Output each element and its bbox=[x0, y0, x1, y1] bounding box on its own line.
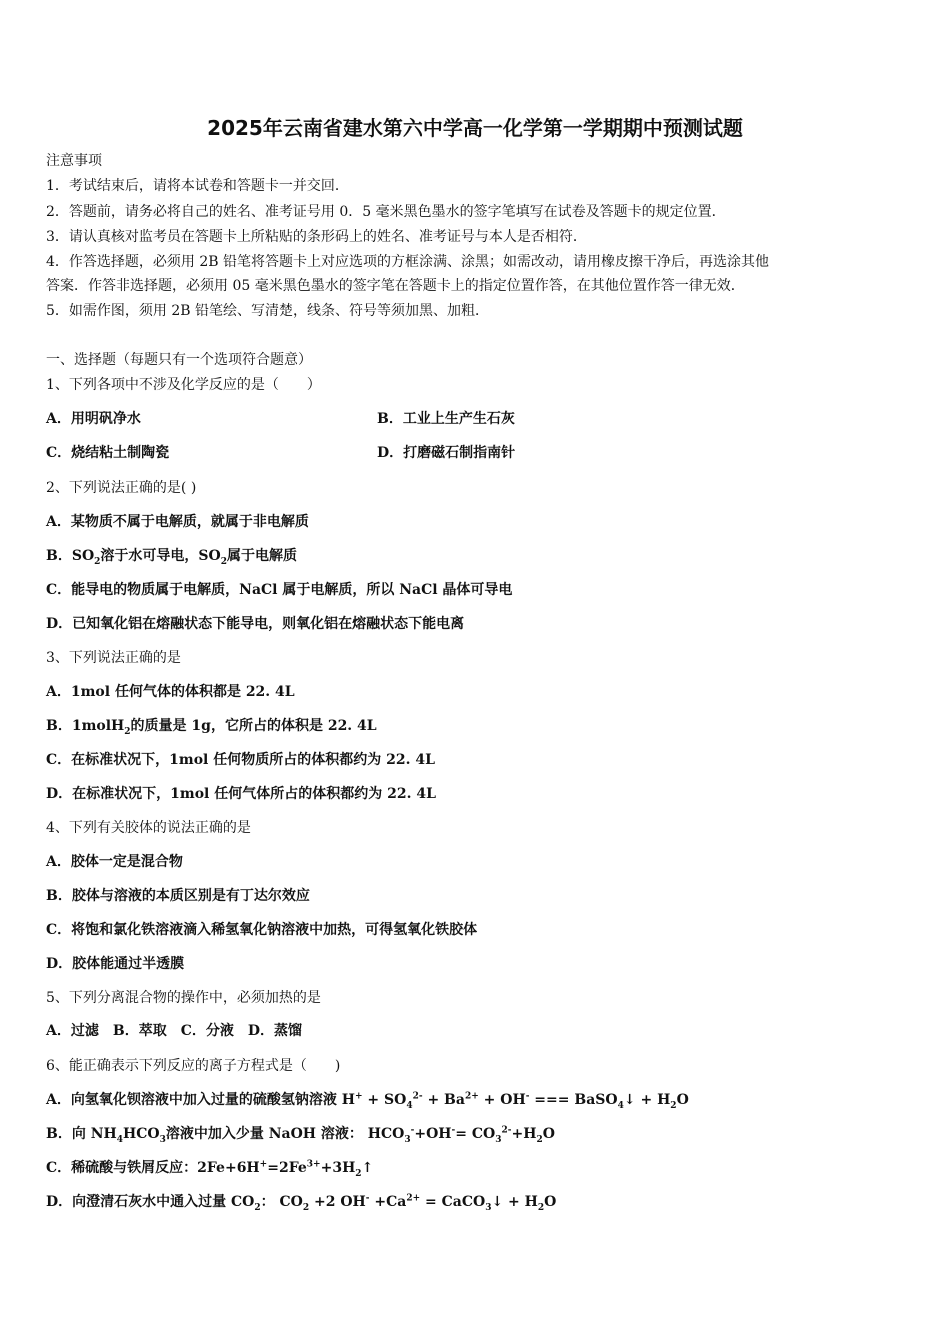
question-6-stem: 6、能正确表示下列反应的离子方程式是（ ) bbox=[46, 1058, 341, 1074]
q4-option-b: B．胶体与溶液的本质区别是有丁达尔效应 bbox=[46, 888, 310, 904]
q5-options: A．过滤 B．萃取 C．分液 D．蒸馏 bbox=[46, 1023, 302, 1039]
q6-option-c: C．稀硫酸与铁屑反应：$2Fe+6H^+=2Fe^{3+}+3H_2↑$ bbox=[46, 1159, 374, 1179]
question-3-stem: 3、下列说法正确的是 bbox=[46, 650, 181, 666]
question-2-stem: 2、下列说法正确的是( ) bbox=[46, 480, 197, 496]
q6-option-b: B．向 $NH_4HCO_3$溶液中加入少量 NaOH 溶液： $HCO_3^-+OH^-= CO_3^{2-}+H_2O$ bbox=[46, 1125, 555, 1145]
notice-item: 1．考试结束后，请将本试卷和答题卡一并交回． bbox=[46, 178, 349, 194]
notice-item: 4．作答选择题，必须用 2B 铅笔将答题卡上对应选项的方框涂满、涂黑；如需改动，请用橡皮擦干净后，再选涂其他 bbox=[46, 254, 769, 270]
q2-option-d: D．已知氧化铝在熔融状态下能导电，则氧化铝在熔融状态下能电离 bbox=[46, 616, 465, 632]
page-title: 2025年云南省建水第六中学高一化学第一学期期中预测试题 bbox=[207, 116, 743, 140]
q2-option-a: A．某物质不属于电解质，就属于非电解质 bbox=[46, 514, 309, 530]
q3-option-a: A．1mol 任何气体的体积都是 22. 4L bbox=[46, 684, 295, 700]
q3-option-b: B．1molH$_2$的质量是 1g，它所占的体积是 22. 4L bbox=[46, 718, 377, 737]
question-1-stem: 1、下列各项中不涉及化学反应的是（ ） bbox=[46, 377, 321, 393]
question-4-stem: 4、下列有关胶体的说法正确的是 bbox=[46, 820, 251, 836]
q1-option-b: B．工业上生产生石灰 bbox=[377, 411, 515, 427]
notice-item: 5．如需作图，须用 2B 铅笔绘、写清楚，线条、符号等须加黑、加粗． bbox=[46, 303, 490, 319]
q2-option-b: B．$SO_2$溶于水可导电，$SO_2$属于电解质 bbox=[46, 548, 297, 567]
q2-option-c: C．能导电的物质属于电解质，NaCl 属于电解质，所以 NaCl 晶体可导电 bbox=[46, 582, 513, 598]
q1-option-a: A．用明矾净水 bbox=[46, 411, 141, 427]
notice-item: 3．请认真核对监考员在答题卡上所粘贴的条形码上的姓名、准考证号与本人是否相符． bbox=[46, 229, 587, 245]
q4-option-c: C．将饱和氯化铁溶液滴入稀氢氧化钠溶液中加热，可得氢氧化铁胶体 bbox=[46, 922, 478, 938]
section-heading: 一、选择题（每题只有一个选项符合题意） bbox=[46, 352, 312, 368]
q4-option-a: A．胶体一定是混合物 bbox=[46, 854, 183, 870]
q1-option-c: C．烧结粘土制陶瓷 bbox=[46, 445, 170, 461]
question-5-stem: 5、下列分离混合物的操作中，必须加热的是 bbox=[46, 990, 321, 1006]
q1-option-d: D．打磨磁石制指南针 bbox=[377, 445, 516, 461]
notice-item: 2．答题前，请务必将自己的姓名、准考证号用 0．5 毫米黑色墨水的签字笔填写在试卷及答题卡的规定位置． bbox=[46, 204, 726, 220]
notice-heading: 注意事项 bbox=[46, 153, 102, 169]
q3-option-d: D．在标准状况下，1mol 任何气体所占的体积都约为 22. 4L bbox=[46, 786, 436, 802]
q6-option-d: D．向澄清石灰水中通入过量 $CO_2$： $CO_2 +2$ $OH^- +Ca^{2+}$ = CaCO$_3$↓ + $H_2O$ bbox=[46, 1193, 557, 1213]
notice-item: 答案．作答非选择题，必须用 05 毫米黑色墨水的签字笔在答题卡上的指定位置作答，在其他位置作答一律无效． bbox=[46, 278, 745, 294]
q4-option-d: D．胶体能通过半透膜 bbox=[46, 956, 185, 972]
q6-option-a: A．向氢氧化钡溶液中加入过量的硫酸氢钠溶液 $H^+ + SO_4^{2-} + Ba^{2+} + OH^-$ === BaSO$_4$↓ + $H_2O$ bbox=[46, 1091, 689, 1111]
q3-option-c: C．在标准状况下，1mol 任何物质所占的体积都约为 22. 4L bbox=[46, 752, 435, 768]
